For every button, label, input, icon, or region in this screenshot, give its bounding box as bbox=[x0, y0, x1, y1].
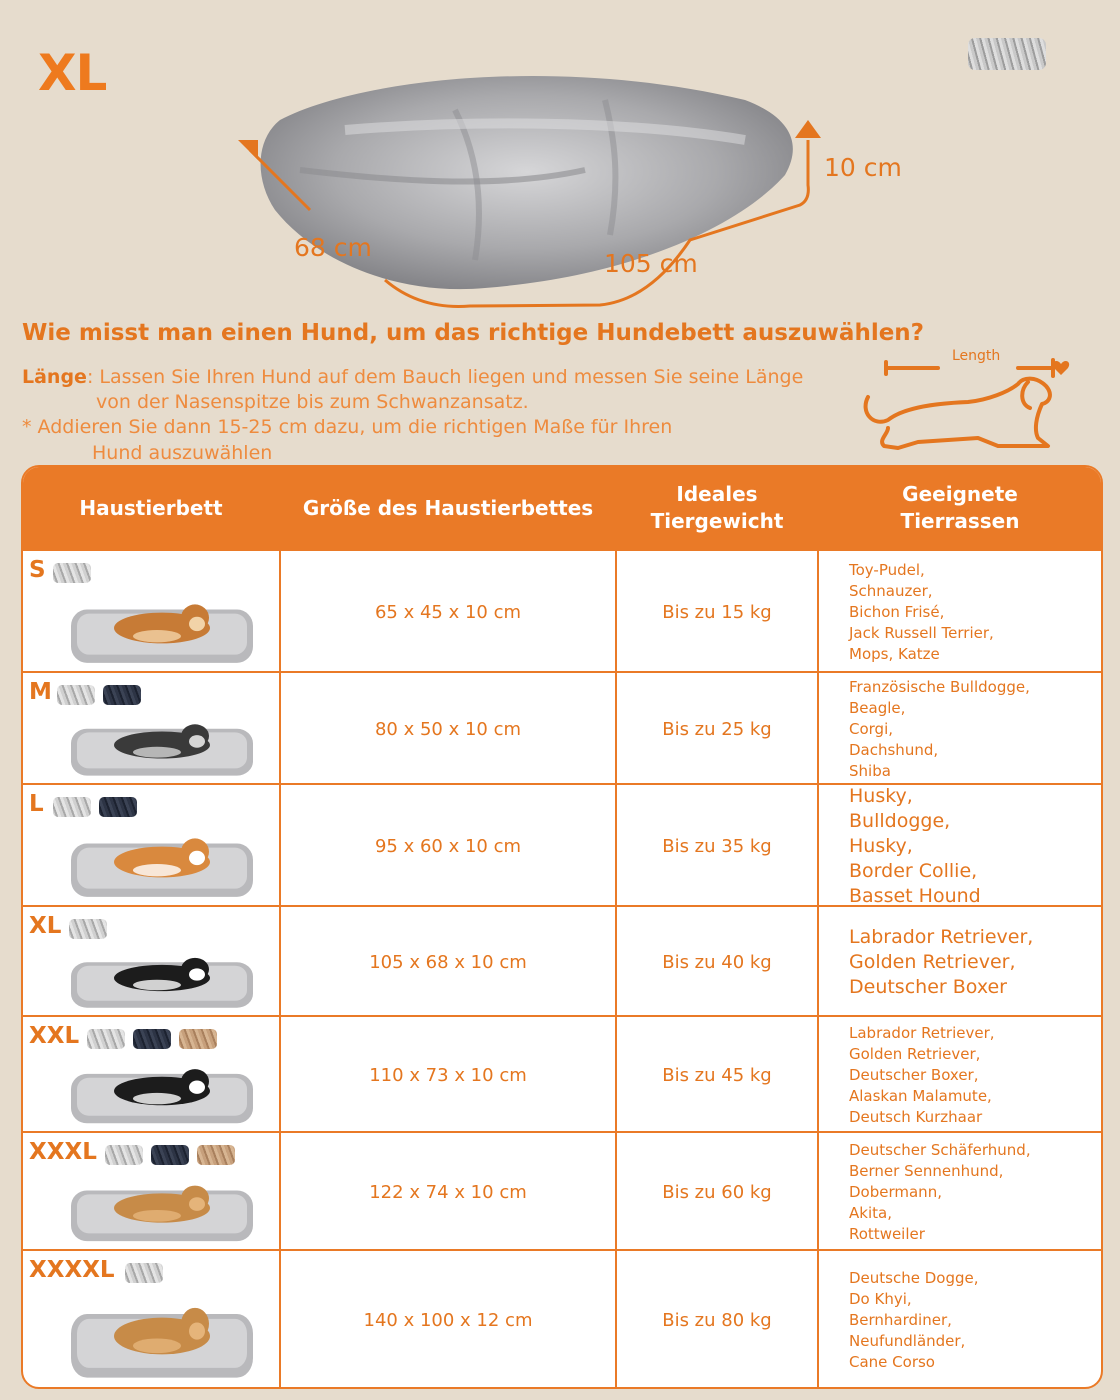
breed-item: Deutsch Kurzhaar bbox=[849, 1107, 983, 1126]
bed-dimensions: 122 x 74 x 10 cm bbox=[369, 1181, 527, 1203]
dog-on-bed-image bbox=[67, 1053, 257, 1129]
breed-item: Basset Hound bbox=[849, 884, 981, 907]
dimension-arrows bbox=[0, 0, 1120, 320]
color-swatch-grey bbox=[105, 1145, 143, 1165]
column-divider bbox=[615, 467, 617, 1387]
breed-item: Französische Bulldogge, bbox=[849, 677, 1030, 696]
breed-item: Beagle, bbox=[849, 698, 906, 717]
table-row bbox=[23, 549, 1101, 673]
measure-question: Wie misst man einen Hund, um das richtige Hundebett auszuwählen? bbox=[22, 320, 925, 346]
breed-item: Dobermann, bbox=[849, 1182, 942, 1201]
length-text-2: von der Nasenspitze bis zum Schwanzansatz. bbox=[96, 391, 529, 413]
ideal-weight: Bis zu 80 kg bbox=[662, 1309, 772, 1331]
dog-on-bed-image bbox=[67, 587, 257, 669]
dog-length-label: Length bbox=[952, 348, 1001, 364]
ideal-weight: Bis zu 25 kg bbox=[662, 718, 772, 740]
width-label: 68 cm bbox=[294, 233, 372, 262]
breed-item: Border Collie, bbox=[849, 859, 978, 882]
table-row bbox=[23, 905, 1101, 1017]
breed-item: Rottweiler bbox=[849, 1224, 925, 1243]
table-row bbox=[23, 1015, 1101, 1133]
breed-item: Neufundländer, bbox=[849, 1331, 966, 1350]
bed-dimensions: 140 x 100 x 12 cm bbox=[363, 1309, 533, 1331]
size-table bbox=[21, 465, 1103, 1389]
ideal-weight: Bis zu 40 kg bbox=[662, 951, 772, 973]
ideal-weight: Bis zu 60 kg bbox=[662, 1181, 772, 1203]
breed-item: Mops, Katze bbox=[849, 644, 940, 663]
table-row bbox=[23, 1249, 1101, 1389]
color-swatch-grey bbox=[87, 1029, 125, 1049]
breed-item: Bulldogge, bbox=[849, 809, 951, 832]
table-row bbox=[23, 671, 1101, 785]
breed-item: Labrador Retriever, bbox=[849, 925, 1034, 948]
suitable-breeds bbox=[849, 551, 1099, 673]
color-swatch-grey bbox=[69, 919, 107, 939]
bed-dimensions: 105 x 68 x 10 cm bbox=[369, 951, 527, 973]
dog-on-bed-image bbox=[67, 709, 257, 781]
header-size: Größe des Haustierbettes bbox=[302, 495, 594, 520]
dog-on-bed-image bbox=[67, 943, 257, 1013]
dog-on-bed-image bbox=[67, 1287, 257, 1385]
suitable-breeds bbox=[849, 785, 1099, 907]
ideal-weight: Bis zu 45 kg bbox=[662, 1064, 772, 1086]
size-label: L bbox=[29, 791, 44, 817]
size-label: XL bbox=[29, 913, 62, 939]
breed-item: Golden Retriever, bbox=[849, 950, 1016, 973]
color-swatch-grey bbox=[57, 685, 95, 705]
length-label: 105 cm bbox=[604, 249, 698, 278]
dog-on-bed-image bbox=[67, 1169, 257, 1247]
note-line-1: * Addieren Sie dann 15-25 cm dazu, um die richtigen Maße für Ihren bbox=[22, 416, 673, 438]
color-swatch-dark bbox=[133, 1029, 171, 1049]
color-swatch-dark bbox=[151, 1145, 189, 1165]
size-heading: XL bbox=[38, 44, 107, 102]
color-swatch-brown bbox=[197, 1145, 235, 1165]
bed-dimensions: 80 x 50 x 10 cm bbox=[374, 718, 522, 740]
suitable-breeds bbox=[849, 673, 1099, 785]
breed-item: Toy-Pudel, bbox=[849, 560, 925, 579]
color-swatch-dark bbox=[103, 685, 141, 705]
note-line-2: Hund auszuwählen bbox=[92, 442, 273, 464]
header-breeds: Geeignete Tierrassen bbox=[900, 482, 1020, 533]
suitable-breeds bbox=[849, 1017, 1099, 1133]
suitable-breeds bbox=[849, 1251, 1099, 1389]
header-weight: Ideales Tiergewicht bbox=[650, 482, 784, 533]
breed-item: Deutsche Dogge, bbox=[849, 1268, 979, 1287]
ideal-weight: Bis zu 35 kg bbox=[662, 835, 772, 857]
breed-item: Berner Sennenhund, bbox=[849, 1161, 1004, 1180]
size-label: S bbox=[29, 557, 46, 583]
breed-item: Bichon Frisé, bbox=[849, 602, 945, 621]
breed-item: Corgi, bbox=[849, 719, 894, 738]
length-instruction bbox=[22, 364, 803, 390]
header-bed: Haustierbett bbox=[79, 495, 223, 520]
size-label: XXL bbox=[29, 1023, 80, 1049]
size-label: XXXXL bbox=[29, 1257, 115, 1283]
breed-item: Schnauzer, bbox=[849, 581, 933, 600]
table-row bbox=[23, 783, 1101, 907]
breed-item: Dachshund, bbox=[849, 740, 939, 759]
table-header bbox=[23, 467, 1101, 549]
bed-dimensions: 95 x 60 x 10 cm bbox=[374, 835, 522, 857]
breed-item: Husky, bbox=[849, 784, 913, 807]
breed-item: Deutscher Schäferhund, bbox=[849, 1140, 1031, 1159]
breed-item: Cane Corso bbox=[849, 1352, 935, 1371]
suitable-breeds bbox=[849, 1133, 1099, 1251]
breed-item: Husky, bbox=[849, 834, 913, 857]
column-divider bbox=[279, 467, 281, 1387]
dog-on-bed-image bbox=[67, 821, 257, 903]
breed-item: Bernhardiner, bbox=[849, 1310, 952, 1329]
length-text-1: : Lassen Sie Ihren Hund auf dem Bauch liegen und messen Sie seine Länge bbox=[86, 366, 804, 388]
breed-item: Do Khyi, bbox=[849, 1289, 912, 1308]
suitable-breeds bbox=[849, 907, 1099, 1017]
breed-item: Shiba bbox=[849, 761, 891, 780]
color-swatch-brown bbox=[179, 1029, 217, 1049]
breed-item: Akita, bbox=[849, 1203, 892, 1222]
breed-item: Deutscher Boxer, bbox=[849, 1065, 979, 1084]
color-swatch-dark bbox=[99, 797, 137, 817]
length-term: Länge bbox=[22, 366, 87, 388]
breed-item: Golden Retriever, bbox=[849, 1044, 981, 1063]
breed-item: Alaskan Malamute, bbox=[849, 1086, 992, 1105]
breed-item: Labrador Retriever, bbox=[849, 1023, 995, 1042]
color-swatch-grey bbox=[53, 797, 91, 817]
breed-item: Jack Russell Terrier, bbox=[849, 623, 994, 642]
ideal-weight: Bis zu 15 kg bbox=[662, 601, 772, 623]
column-divider bbox=[817, 467, 819, 1387]
height-label: 10 cm bbox=[824, 153, 902, 182]
bed-dimensions: 65 x 45 x 10 cm bbox=[374, 601, 522, 623]
bed-dimensions: 110 x 73 x 10 cm bbox=[369, 1064, 527, 1086]
size-label: XXXL bbox=[29, 1139, 97, 1165]
size-label: M bbox=[29, 679, 52, 705]
color-swatch-grey bbox=[125, 1263, 163, 1283]
color-swatch-grey bbox=[53, 563, 91, 583]
table-row bbox=[23, 1131, 1101, 1251]
breed-item: Deutscher Boxer bbox=[849, 975, 1007, 998]
